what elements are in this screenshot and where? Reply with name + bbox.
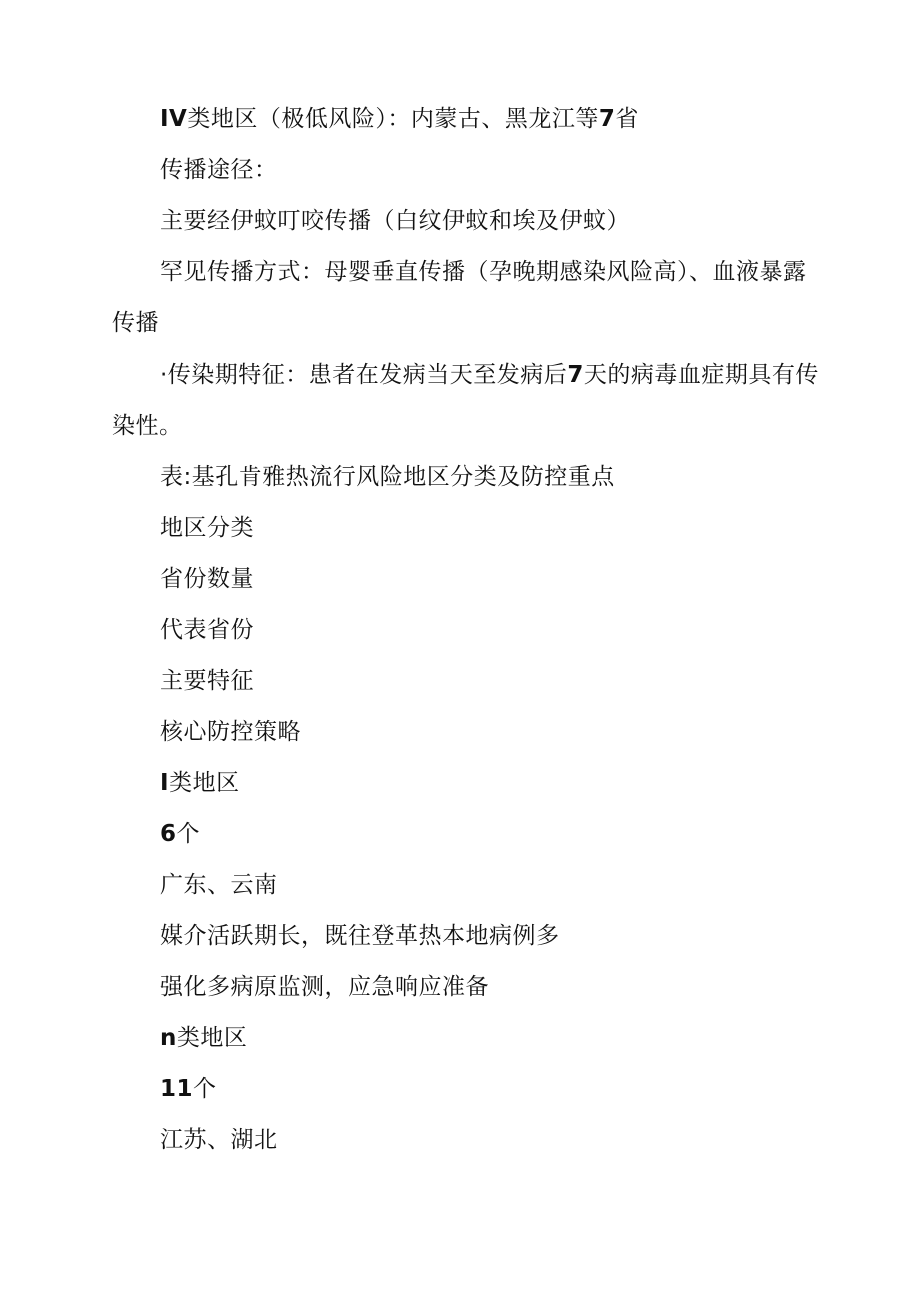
risk-class-iv-line: [160, 108, 639, 131]
table-row1-class-suffix: 类地区: [169, 770, 240, 796]
table-header-main-features: 主要特征: [160, 668, 254, 694]
table-row2-count-unit: 个: [193, 1076, 217, 1102]
infectious-period-line: [160, 364, 819, 387]
table-row1-count-unit: 个: [176, 821, 201, 847]
table-header-province-count: 省份数量: [160, 566, 254, 592]
table-row1-class-prefix: I: [160, 770, 170, 796]
risk-class-iv-text: 类地区（极低风险）：内蒙古、黑龙江等: [187, 106, 599, 132]
table-header-representative-provinces: 代表省份: [160, 617, 254, 643]
infectious-period-continuation: 染性。: [112, 413, 183, 439]
rare-transmission-line: 罕见传播方式：母婴垂直传播（孕晚期感染风险高）、血液暴露: [160, 259, 807, 285]
risk-class-iv-number: 7: [598, 106, 616, 132]
table-row2-province-count: [160, 1078, 217, 1101]
table-row2-provinces: 江苏、湖北: [160, 1127, 278, 1153]
rare-transmission-continuation: 传播: [112, 310, 159, 336]
table-row1-strategy: 强化多病原监测，应急响应准备: [160, 974, 489, 1000]
table-row2-class-prefix: n: [160, 1025, 177, 1051]
table-row1-region-class: [160, 772, 240, 795]
risk-class-iv-suffix: 省: [615, 106, 639, 132]
risk-class-iv-prefix: IV: [160, 106, 188, 132]
table-row1-province-count: [160, 823, 200, 846]
table-row2-region-class: [160, 1027, 247, 1050]
table-row2-class-suffix: 类地区: [176, 1025, 248, 1051]
infectious-period-number: 7: [567, 362, 584, 388]
table-caption: 表:基孔肯雅热流行风险地区分类及防控重点: [160, 464, 615, 490]
table-header-region-class: 地区分类: [160, 515, 254, 541]
infectious-period-text-a: ·传染期特征：患者在发病当天至发病后: [160, 362, 568, 388]
table-row1-count-number: 6: [160, 821, 177, 847]
table-row1-provinces: 广东、云南: [160, 872, 278, 898]
table-row2-count-number: 11: [160, 1076, 194, 1102]
table-row1-features: 媒介活跃期长，既往登革热本地病例多: [160, 923, 560, 949]
table-header-core-strategy: 核心防控策略: [160, 719, 301, 745]
infectious-period-text-b: 天的病毒血症期具有传: [583, 362, 819, 388]
main-transmission-line: 主要经伊蚊叮咬传播（白纹伊蚊和埃及伊蚊）: [160, 208, 630, 234]
transmission-heading: 传播途径：: [160, 157, 278, 183]
